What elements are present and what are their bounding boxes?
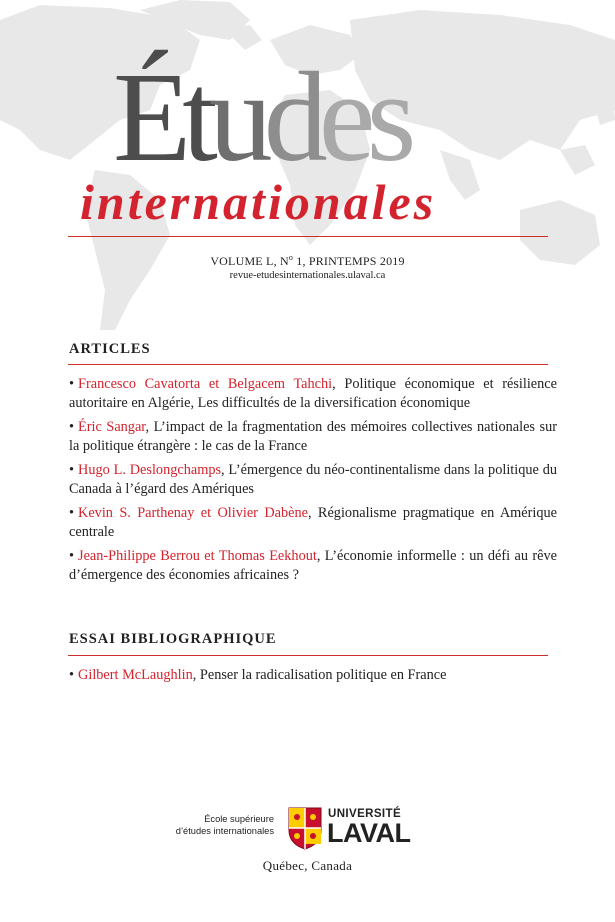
article-authors: Kevin S. Parthenay et Olivier Dabène [78,505,308,521]
publication-city: Québec, Canada [262,858,353,873]
article-authors: Jean-Philippe Berrou et Thomas Eekhout [78,548,317,564]
journal-url[interactable]: revue-etudesinternationales.ulaval.ca [229,270,386,281]
articles-divider [68,364,548,365]
article-title: , L’impact de la fragmentation des mémoires collectives nationales sur la politique étrangère : le cas de la France [69,419,557,454]
article-title: , Penser la radicalisation politique en France [192,667,447,683]
articles-list [69,375,557,590]
list-item[interactable]: • Gilbert McLaughlin, Penser la radicalisation politique en France [69,667,447,683]
essai-list [69,666,557,690]
section-heading-essai: ESSAI BIBLIOGRAPHIQUE [69,631,277,647]
universite-label: UNIVERSITÉ [328,808,402,820]
title-letter: e [318,46,367,188]
section-heading-articles: ARTICLES [69,341,151,357]
list-item[interactable]: • Francesco Cavatorta et Belgacem Tahchi, Politique économique et résilience autoritaire en Algérie, Les difficultés de la diversification économique [69,376,557,411]
school-name: École supérieure d’études internationales [175,814,274,836]
article-title: , L’économie informelle : un défi au rêve d’émergence des économies africaines ? [69,548,557,583]
article-authors: Hugo L. Deslongchamps [78,462,222,478]
title-letter: u [208,46,264,188]
article-title: , L’émergence du néo-continentalisme dans la politique du Canada à l’égard des Amériques [69,462,557,497]
title-letter: s [366,46,408,188]
title-letter: É [113,46,183,188]
article-authors: Gilbert McLaughlin [78,667,193,683]
title-letter: t [182,46,209,188]
journal-title-etudes [113,46,408,188]
article-authors: Francesco Cavatorta et Belgacem Tahchi [78,376,333,392]
essai-divider [68,655,548,656]
list-item[interactable]: • Éric Sangar, L’impact de la fragmentation des mémoires collectives nationales sur la politique étrangère : le cas de la France [69,419,557,454]
universite-laval-crest-icon [287,806,323,850]
list-item[interactable]: • Hugo L. Deslongchamps, L’émergence du néo-continentalisme dans la politique du Canada à l’égard des Amériques [69,462,557,497]
laval-label: LAVAL [327,818,411,848]
article-title: , Régionalisme pragmatique en Amérique centrale [69,505,557,540]
masthead-divider [68,236,548,237]
journal-subtitle: internationales [80,174,437,230]
list-item[interactable]: • Kevin S. Parthenay et Olivier Dabène, Régionalisme pragmatique en Amérique centrale [69,505,557,540]
title-letter: d [263,46,319,188]
article-title: , Politique économique et résilience autoritaire en Algérie, Les difficultés de la diversification économique [69,376,557,411]
volume-issue: VOLUME L, $N^o$ 1, PRINTEMPS 2019 [210,253,405,268]
article-authors: Éric Sangar [78,419,146,435]
list-item[interactable]: • Jean-Philippe Berrou et Thomas Eekhout, L’économie informelle : un défi au rêve d’émergence des économies africaines ? [69,548,557,583]
